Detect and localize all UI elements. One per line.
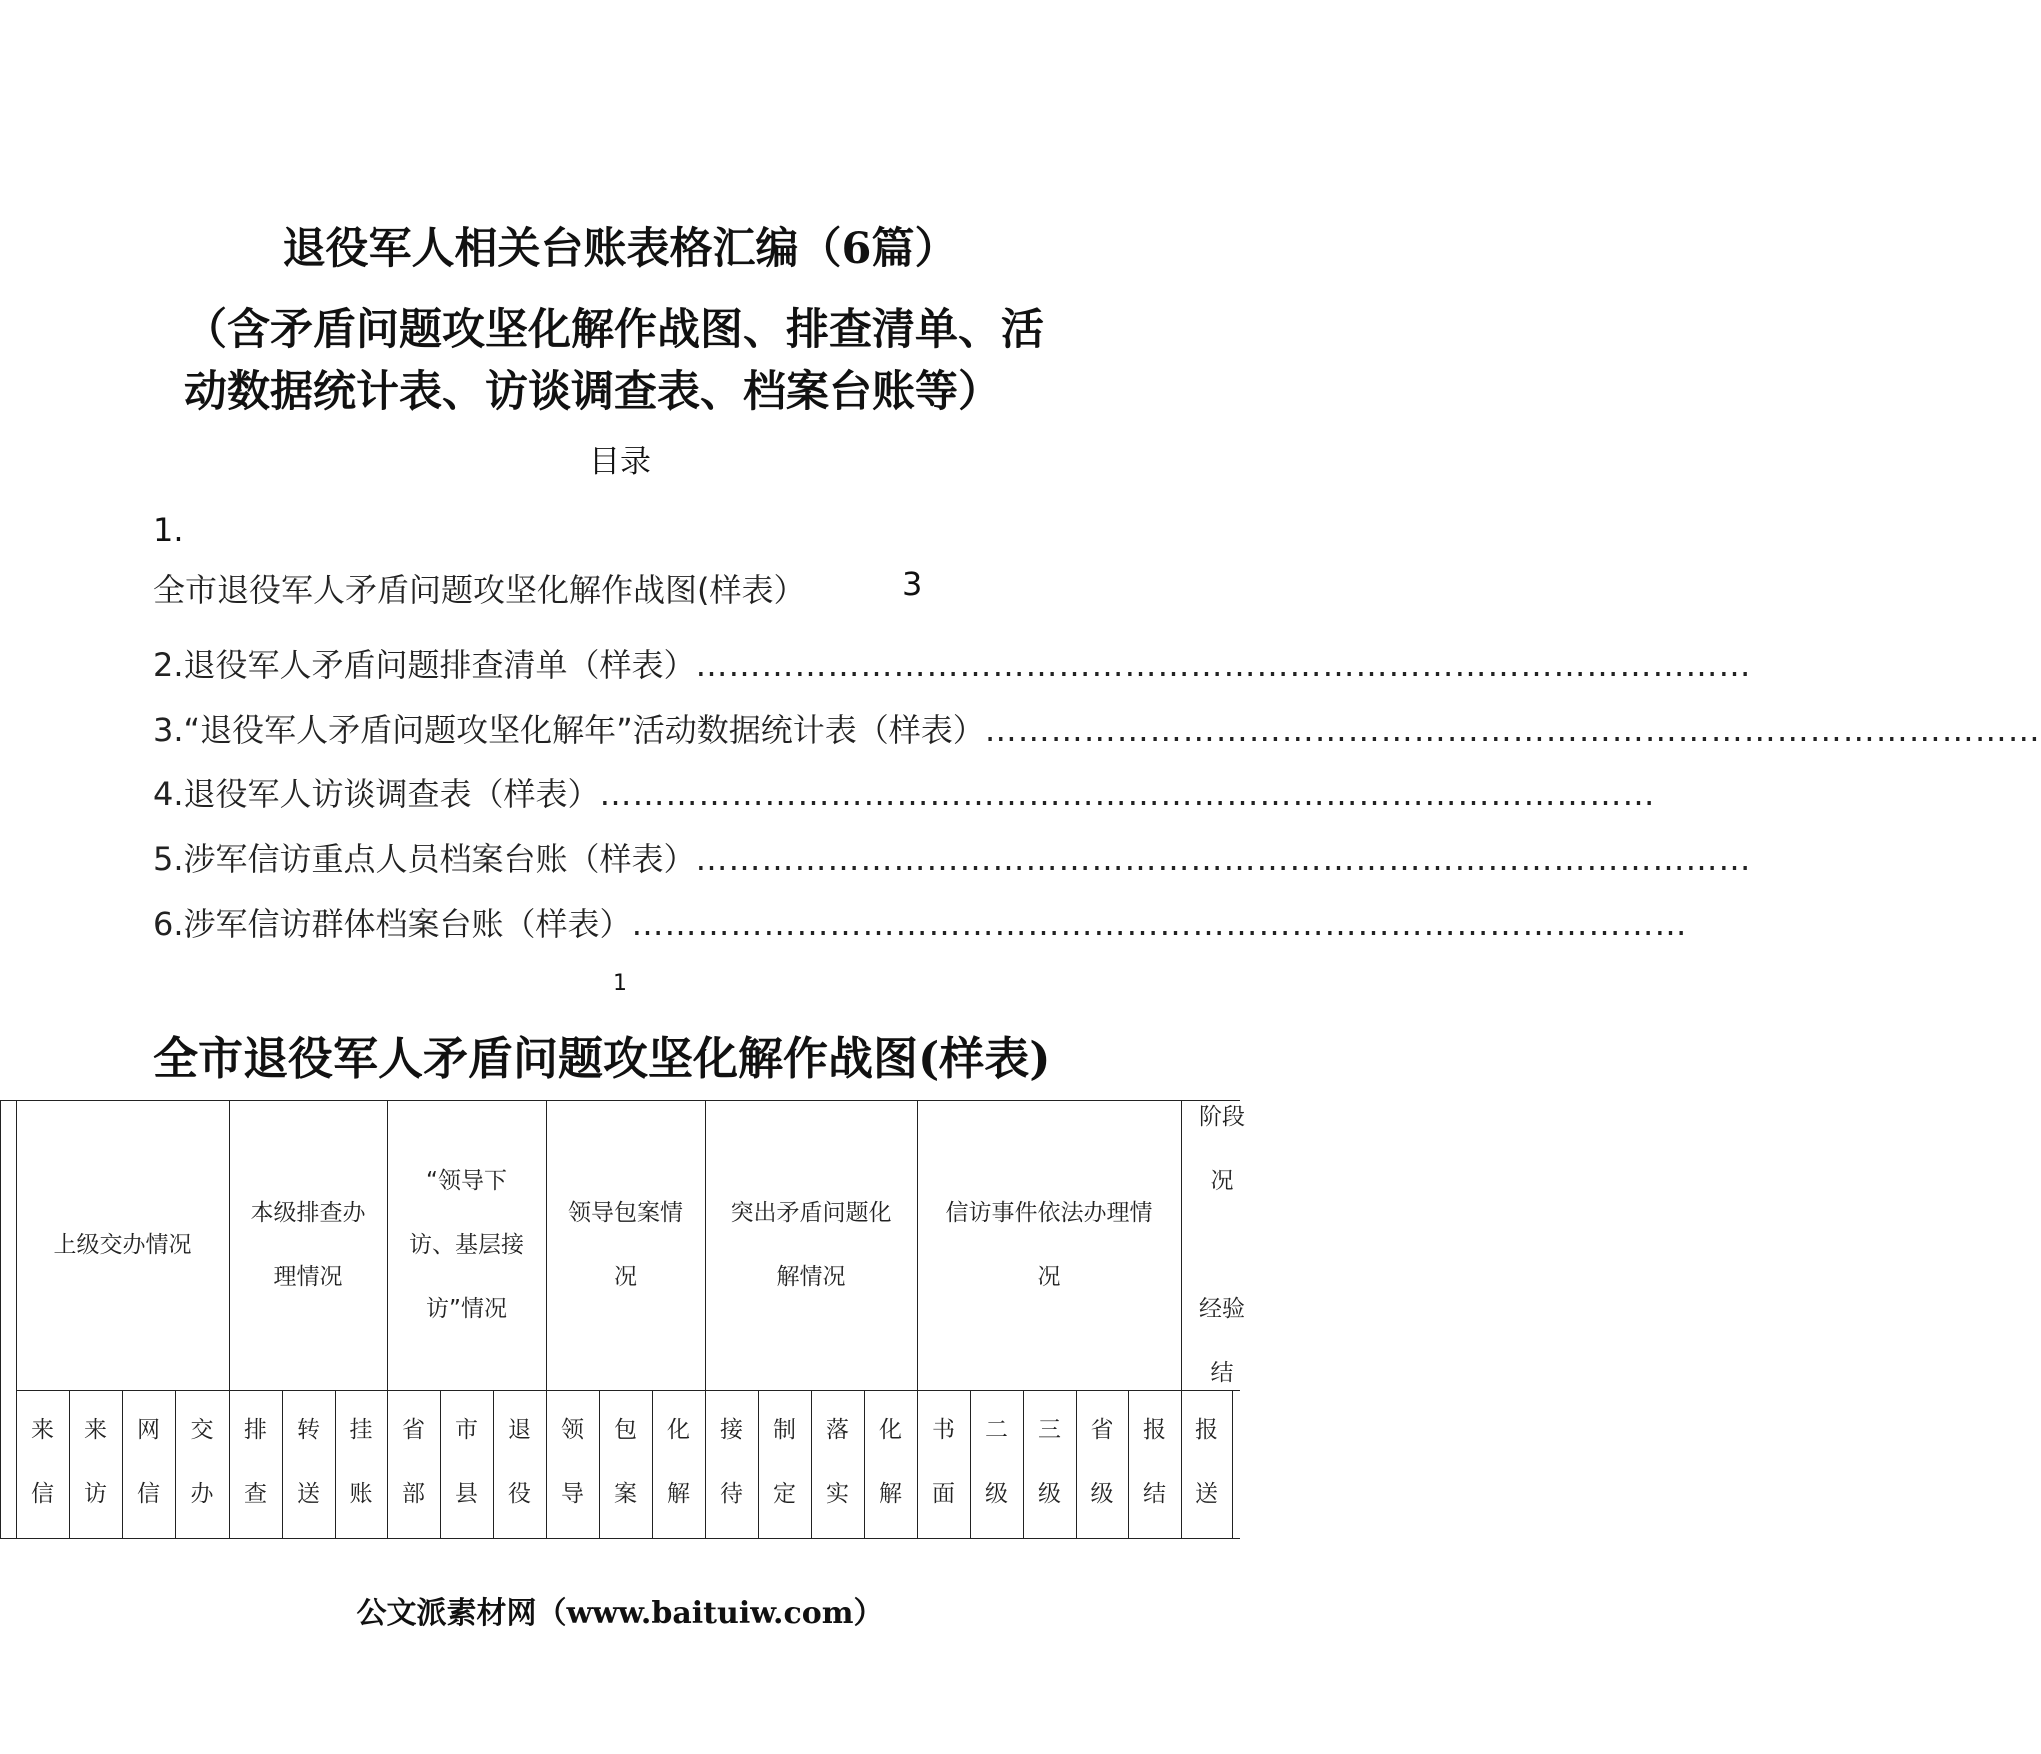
table-group-header: “领导下 访、基层接 访”情况: [409, 1168, 524, 1322]
table-sub-header: 来 访: [84, 1417, 107, 1507]
table-bottom-border: [0, 1538, 1240, 1539]
table-sub-divider: [69, 1390, 70, 1538]
table-left-border: [0, 1100, 1, 1538]
footer-watermark: 公文派素材网（www.baituiw.com）: [356, 1596, 884, 1631]
table-sub-header: 排 查: [244, 1417, 267, 1507]
table-sub-header: 落 实: [826, 1417, 849, 1507]
table-group-header: 领导包案情 况: [568, 1200, 683, 1290]
document-subtitle-line2: 动数据统计表、访谈调查表、档案台账等）: [184, 367, 1001, 417]
toc-item-1-page: 3: [902, 565, 923, 603]
table-group-divider: [705, 1100, 706, 1538]
page-number: 1: [613, 971, 627, 996]
table-group-divider: [1181, 1100, 1182, 1538]
table-sub-divider: [599, 1390, 600, 1538]
table-sub-header: 书 面: [932, 1417, 955, 1507]
table-group-divider: [546, 1100, 547, 1538]
table-sub-header: 转 送: [297, 1417, 320, 1507]
table-sub-header: 来 信: [31, 1417, 54, 1507]
toc-item-3[interactable]: 3.“退役军人矛盾问题攻坚化解年”活动数据统计表（样表）……………………………………………………………………………………: [153, 711, 2041, 749]
table-sub-header: 市 县: [455, 1417, 478, 1507]
table-sub-divider: [811, 1390, 812, 1538]
table-group-divider: [917, 1100, 918, 1538]
table-sub-divider: [1128, 1390, 1129, 1538]
table-sub-header: 接 待: [720, 1417, 743, 1507]
table-group-header: 本级排查办 理情况: [250, 1200, 366, 1290]
document-title: 退役军人相关台账表格汇编（6篇）: [282, 224, 958, 274]
table-sub-divider: [175, 1390, 176, 1538]
toc-item-2[interactable]: 2.退役军人矛盾问题排查清单（样表）……………………………………………………………………………………: [153, 646, 1752, 684]
table-sub-header: 退 役: [508, 1417, 531, 1507]
table-sub-header: 领 导: [561, 1417, 584, 1507]
table-sub-header: 报 送: [1195, 1417, 1218, 1507]
table-group-divider: [229, 1100, 230, 1538]
toc-item-4[interactable]: 4.退役军人访谈调查表（样表）……………………………………………………………………………………: [153, 775, 1656, 813]
table-sub-divider: [493, 1390, 494, 1538]
table-sub-header: 化 解: [667, 1417, 690, 1507]
toc-item-1-number: 1.: [153, 511, 184, 549]
table-sub-header: 包 案: [614, 1417, 637, 1507]
table-top-border: [0, 1100, 1240, 1101]
toc-item-1-text: 全市退役军人矛盾问题攻坚化解作战图(样表）: [153, 571, 806, 609]
table-mid-border: [16, 1390, 1240, 1391]
table-group-header: 信访事件依法办理情 况: [945, 1200, 1153, 1290]
table-sub-header: 三 级: [1038, 1417, 1061, 1507]
toc-item-5[interactable]: 5.涉军信访重点人员档案台账（样表）……………………………………………………………………………………: [153, 840, 1752, 878]
table-sub-divider: [335, 1390, 336, 1538]
sheet-title: 全市退役军人矛盾问题攻坚化解作战图(样表): [153, 1032, 1051, 1085]
table-sub-divider: [758, 1390, 759, 1538]
table-sub-divider: [122, 1390, 123, 1538]
table-sub-header: 挂 账: [349, 1417, 373, 1507]
table-sub-header: 网 信: [137, 1417, 160, 1507]
document-subtitle-line1: （含矛盾问题攻坚化解作战图、排查清单、活: [184, 305, 1044, 355]
table-sub-header: 报 结: [1143, 1417, 1166, 1507]
table-sub-divider: [1232, 1390, 1233, 1538]
table-sub-divider: [1076, 1390, 1077, 1538]
table-sub-header: 省 部: [402, 1417, 425, 1507]
table-sub-divider: [864, 1390, 865, 1538]
table-sub-divider: [440, 1390, 441, 1538]
table-sub-header: 制 定: [773, 1417, 796, 1507]
table-inner-left-border: [16, 1100, 17, 1538]
table-sub-header: 二 级: [985, 1417, 1008, 1507]
table-group-header: 阶段 况 经验 结: [1199, 1104, 1245, 1386]
table-sub-header: 省 级: [1090, 1417, 1114, 1507]
table-sub-divider: [1023, 1390, 1024, 1538]
table-sub-header: 化 解: [879, 1417, 902, 1507]
table-sub-header: 交 办: [190, 1417, 214, 1507]
table-group-header: 上级交办情况: [53, 1232, 192, 1258]
table-group-divider: [387, 1100, 388, 1538]
toc-heading: 目录: [589, 444, 651, 480]
table-sub-divider: [282, 1390, 283, 1538]
table-sub-divider: [970, 1390, 971, 1538]
toc-item-6[interactable]: 6.涉军信访群体档案台账（样表）……………………………………………………………………………………: [153, 905, 1688, 943]
table-sub-divider: [652, 1390, 653, 1538]
table-group-header: 突出矛盾问题化 解情况: [730, 1200, 892, 1290]
